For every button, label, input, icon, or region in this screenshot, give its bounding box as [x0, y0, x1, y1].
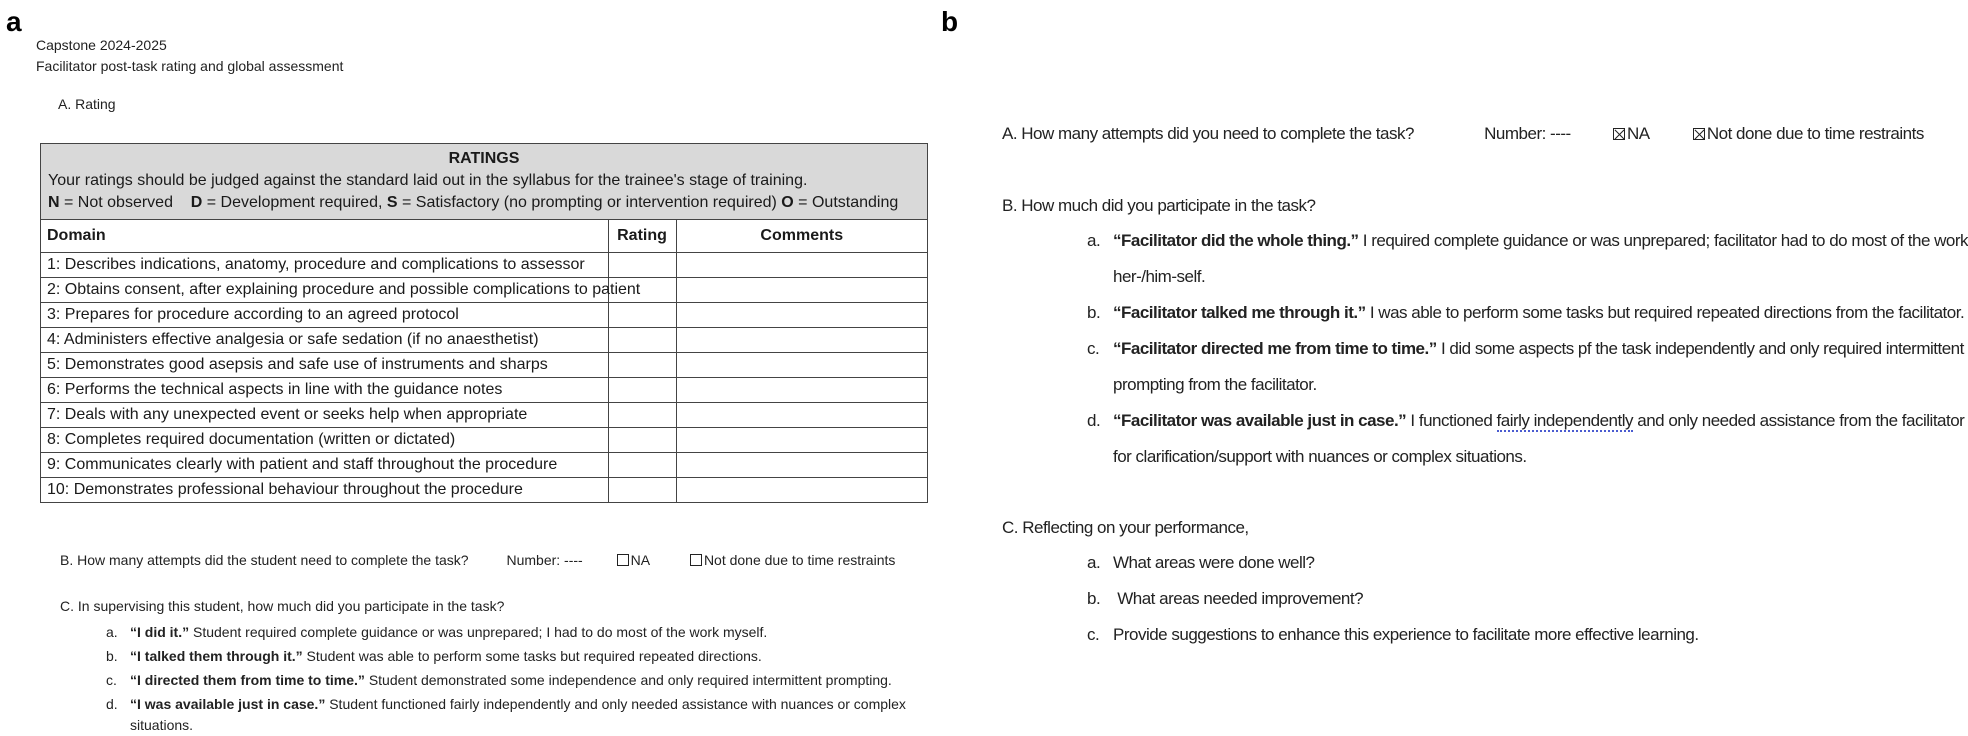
rating-cell[interactable] [608, 302, 676, 327]
table-row [41, 427, 927, 452]
comments-cell[interactable] [676, 427, 927, 452]
rating-cell[interactable] [608, 402, 676, 427]
option-text: I functioned [1406, 411, 1497, 430]
key-o-text: = Outstanding [793, 194, 899, 211]
key-s: S [386, 194, 398, 211]
option-continuation: her-/him-self. [1113, 267, 1206, 286]
na-label: NA [630, 552, 651, 568]
rating-cell[interactable] [608, 252, 676, 277]
na-option[interactable] [617, 552, 650, 568]
option-bold: “I directed them from time to time.” [130, 672, 365, 688]
key-o: O [781, 194, 794, 211]
column-rating: Rating [608, 220, 676, 252]
participation-question-a: C. In supervising this student, how much did you participate in the task? [60, 598, 505, 614]
option-text: Student was able to perform some tasks but required repeated directions. [302, 648, 762, 664]
ratings-table [40, 143, 928, 503]
attempts-question-text: A. How many attempts did you need to complete the task? [1002, 124, 1414, 143]
panel-label-b: b [941, 6, 959, 37]
na-checkbox-checked[interactable] [1613, 128, 1625, 140]
ratings-key [48, 192, 920, 214]
table-row [41, 252, 927, 277]
option-d-continuation: situations. [130, 717, 194, 733]
list-item [1087, 589, 1363, 609]
option-bold: “I did it.” [130, 624, 190, 640]
list-item [1087, 339, 1964, 359]
table-row [41, 302, 927, 327]
not-done-label: Not done due to time restraints [703, 552, 896, 568]
domain-cell: 4: Administers effective analgesia or safe sedation (if no anaesthetist) [41, 327, 608, 352]
option-continuation: prompting from the facilitator. [1113, 375, 1317, 394]
option-continuation: for clarification/support with nuances or complex situations. [1113, 447, 1527, 466]
option-bold: “Facilitator talked me through it.” [1113, 303, 1366, 322]
domain-cell: 10: Demonstrates professional behaviour throughout the procedure [41, 477, 608, 502]
option-letter: b. [1087, 589, 1101, 608]
option-bold: “I was available just in case.” [130, 696, 326, 712]
domain-cell: 6: Performs the technical aspects in line with the guidance notes [41, 377, 608, 402]
key-d: D [190, 194, 203, 211]
option-letter: c. [1087, 339, 1100, 358]
option-text: I did some aspects pf the task independently and only required intermittent [1436, 339, 1964, 358]
option-letter: d. [1087, 411, 1101, 430]
na-checkbox[interactable] [617, 554, 629, 566]
list-item [1087, 231, 1968, 251]
option-letter: d. [106, 696, 118, 712]
option-text: and only needed assistance from the facilitator [1633, 411, 1965, 430]
domain-cell: 5: Demonstrates good asepsis and safe use of instruments and sharps [41, 352, 608, 377]
list-item [106, 624, 906, 640]
domain-cell: 7: Deals with any unexpected event or seeks help when appropriate [41, 402, 608, 427]
option-letter: b. [106, 648, 118, 664]
option-text: Student demonstrated some independence and only required intermittent prompting. [364, 672, 892, 688]
not-done-label: Not done due to time restraints [1706, 124, 1924, 143]
not-done-checkbox-checked[interactable] [1693, 128, 1705, 140]
na-option[interactable] [1613, 124, 1649, 143]
column-domain: Domain [41, 220, 608, 252]
table-row [41, 327, 927, 352]
ratings-header [41, 144, 927, 220]
domain-cell: 9: Communicates clearly with patient and staff throughout the procedure [41, 452, 608, 477]
ratings-grid [41, 220, 927, 502]
option-text: What areas needed improvement? [1113, 589, 1364, 608]
list-item [106, 672, 906, 688]
ratings-column-header-row [41, 220, 927, 252]
participation-question-b: B. How much did you participate in the task? [1002, 196, 1316, 215]
key-s-text: = Satisfactory (no prompting or intervention required) [397, 194, 782, 211]
ratings-title: RATINGS [448, 150, 520, 167]
comments-cell[interactable] [676, 277, 927, 302]
panel-label-a: a [6, 6, 22, 37]
domain-cell: 1: Describes indications, anatomy, procedure and complications to assessor [41, 252, 608, 277]
comments-cell[interactable] [676, 327, 927, 352]
rating-cell[interactable] [608, 352, 676, 377]
comments-cell[interactable] [676, 302, 927, 327]
key-n: N [48, 194, 60, 211]
comments-cell[interactable] [676, 252, 927, 277]
spellcheck-underline: fairly independently [1496, 411, 1634, 430]
comments-cell[interactable] [676, 377, 927, 402]
list-item [1087, 303, 1964, 323]
option-letter: c. [106, 672, 117, 688]
list-item [1087, 625, 1699, 645]
table-row [41, 277, 927, 302]
table-row [41, 477, 927, 502]
table-row [41, 352, 927, 377]
option-text: I required complete guidance or was unprepared; facilitator had to do most of the work [1358, 231, 1968, 250]
domain-cell: 3: Prepares for procedure according to an agreed protocol [41, 302, 608, 327]
reflection-question: C. Reflecting on your performance, [1002, 518, 1249, 537]
not-done-option[interactable] [690, 552, 895, 568]
option-letter: c. [1087, 625, 1100, 644]
list-item [106, 696, 906, 712]
not-done-option[interactable] [1693, 124, 1924, 143]
rating-cell[interactable] [608, 452, 676, 477]
option-bold: “I talked them through it.” [130, 648, 303, 664]
attempts-number: Number: ---- [506, 552, 583, 568]
rating-cell[interactable] [608, 377, 676, 402]
list-item [106, 648, 906, 664]
na-label: NA [1626, 124, 1649, 143]
list-item [1087, 553, 1315, 573]
attempts-question-a [60, 552, 940, 568]
option-text: Student required complete guidance or was unprepared; I had to do most of the work myself. [189, 624, 768, 640]
key-d-text: = Development required, [202, 194, 387, 211]
option-letter: a. [1087, 231, 1101, 250]
option-letter: b. [1087, 303, 1101, 322]
option-letter: a. [106, 624, 118, 640]
section-a-heading: A. Rating [58, 96, 116, 112]
table-row [41, 402, 927, 427]
comments-cell[interactable] [676, 452, 927, 477]
list-item [1087, 411, 1964, 431]
rating-cell[interactable] [608, 327, 676, 352]
ratings-instruction: Your ratings should be judged against the standard laid out in the syllabus for the trainee's stage of training. [48, 172, 808, 189]
option-text: I was able to perform some tasks but required repeated directions from the facilitator. [1365, 303, 1965, 322]
domain-cell: 2: Obtains consent, after explaining procedure and possible complications to patient [41, 277, 608, 302]
option-text: Provide suggestions to enhance this experience to facilitate more effective learning. [1113, 625, 1699, 644]
option-bold: “Facilitator directed me from time to time.” [1113, 339, 1437, 358]
rating-cell[interactable] [608, 427, 676, 452]
option-text: What areas were done well? [1113, 553, 1315, 572]
comments-cell[interactable] [676, 352, 927, 377]
rating-cell[interactable] [608, 477, 676, 502]
comments-cell[interactable] [676, 477, 927, 502]
form-title: Capstone 2024-2025 [36, 37, 167, 53]
domain-cell: 8: Completes required documentation (written or dictated) [41, 427, 608, 452]
option-bold: “Facilitator did the whole thing.” [1113, 231, 1359, 250]
key-n-text: = Not observed [59, 194, 191, 211]
table-row [41, 377, 927, 402]
option-text: Student functioned fairly independently and only needed assistance with nuances or complex [325, 696, 906, 712]
option-bold: “Facilitator was available just in case.” [1113, 411, 1407, 430]
option-letter: a. [1087, 553, 1101, 572]
attempts-question-text: B. How many attempts did the student need to complete the task? [60, 552, 469, 568]
not-done-checkbox[interactable] [690, 554, 702, 566]
form-subtitle: Facilitator post-task rating and global assessment [36, 58, 344, 74]
comments-cell[interactable] [676, 402, 927, 427]
table-row [41, 452, 927, 477]
attempts-number: Number: ---- [1484, 124, 1571, 143]
column-comments: Comments [676, 220, 927, 252]
attempts-question-b [1002, 124, 1924, 144]
